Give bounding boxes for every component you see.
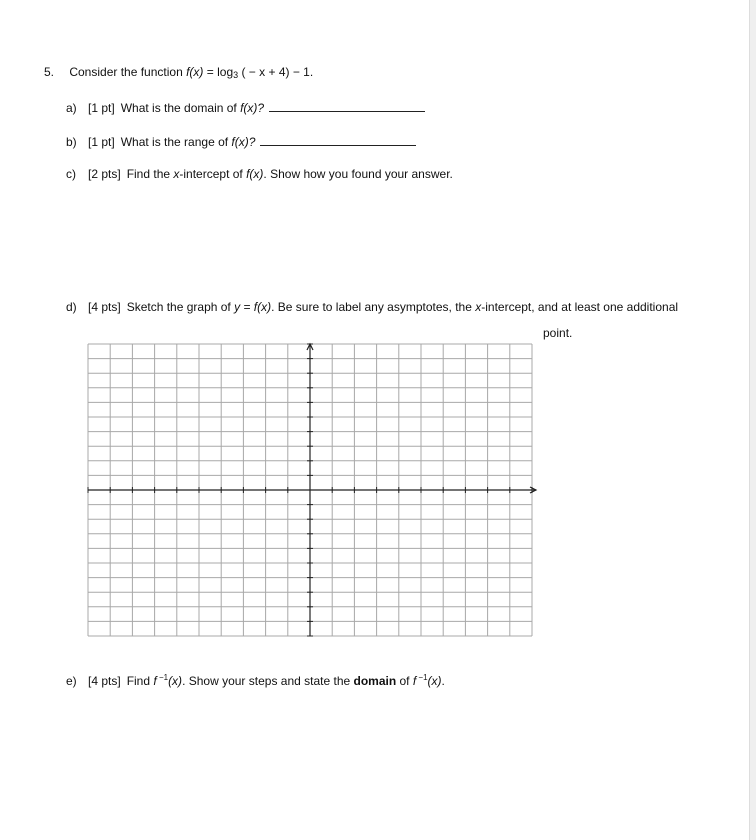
part-c-text1: Find the <box>126 167 174 181</box>
part-e-text3: of <box>396 674 413 688</box>
part-a <box>66 99 425 116</box>
part-e <box>66 673 445 689</box>
part-b-answer-blank[interactable] <box>260 133 416 146</box>
question-log-base: 3 <box>233 70 239 80</box>
graph-paper[interactable] <box>86 340 538 650</box>
part-e-text4: . <box>441 674 445 688</box>
part-c-text2: -intercept of <box>179 167 247 181</box>
part-e-domain-bold: domain <box>353 674 397 688</box>
part-e-inverse-2: f <box>412 674 417 688</box>
part-c-label: c) <box>66 167 76 181</box>
part-b-label: b) <box>66 135 77 149</box>
part-d-label: d) <box>66 300 77 314</box>
question-function-name: f(x) <box>186 65 204 79</box>
part-a-label: a) <box>66 101 77 115</box>
part-c-xvar: x <box>173 167 180 181</box>
part-d-text1: Sketch the graph of <box>126 300 235 314</box>
part-e-points: [4 pts] <box>88 674 121 688</box>
part-c <box>66 166 453 182</box>
part-e-inverse-1-exp: −1 <box>156 673 169 682</box>
part-e-text2: . Show your steps and state the <box>182 674 354 688</box>
part-c-fn: f(x) <box>246 167 264 181</box>
question-intro-prefix: Consider the function <box>69 65 187 79</box>
part-e-label: e) <box>66 674 77 688</box>
part-e-inverse-1-arg: (x) <box>168 674 183 688</box>
part-e-inverse-2-arg: (x) <box>427 674 442 688</box>
part-d-eq: y = f(x) <box>234 300 272 314</box>
question-number: 5. <box>44 65 55 79</box>
part-a-points: [1 pt] <box>88 101 115 115</box>
part-e-text1: Find <box>126 674 154 688</box>
part-a-text: What is the domain of <box>120 101 241 115</box>
part-b-fn: f(x)? <box>231 135 256 149</box>
part-b-text: What is the range of <box>120 135 232 149</box>
question-function-eq: = log <box>203 65 234 79</box>
part-d-xvar: x <box>475 300 482 314</box>
part-b-points: [1 pt] <box>88 135 115 149</box>
part-d-text3: -intercept, and at least one additional <box>481 300 679 314</box>
part-a-answer-blank[interactable] <box>269 99 425 112</box>
page-scroll-edge <box>749 0 756 840</box>
part-e-inverse-1: f <box>153 674 157 688</box>
part-a-fn: f(x)? <box>240 101 265 115</box>
part-e-inverse-2-exp: −1 <box>416 673 428 682</box>
part-d-text2: . Be sure to label any asymptotes, the <box>271 300 476 314</box>
part-c-points: [2 pts] <box>88 167 121 181</box>
part-b <box>66 133 416 150</box>
question-5-prompt <box>44 64 313 80</box>
part-c-text3: . Show how you found your answer. <box>263 167 453 181</box>
question-function-arg: ( − x + 4) − 1. <box>238 65 314 79</box>
part-d <box>66 299 678 315</box>
part-d-wrap: point. <box>543 326 573 340</box>
part-d-points: [4 pts] <box>88 300 121 314</box>
